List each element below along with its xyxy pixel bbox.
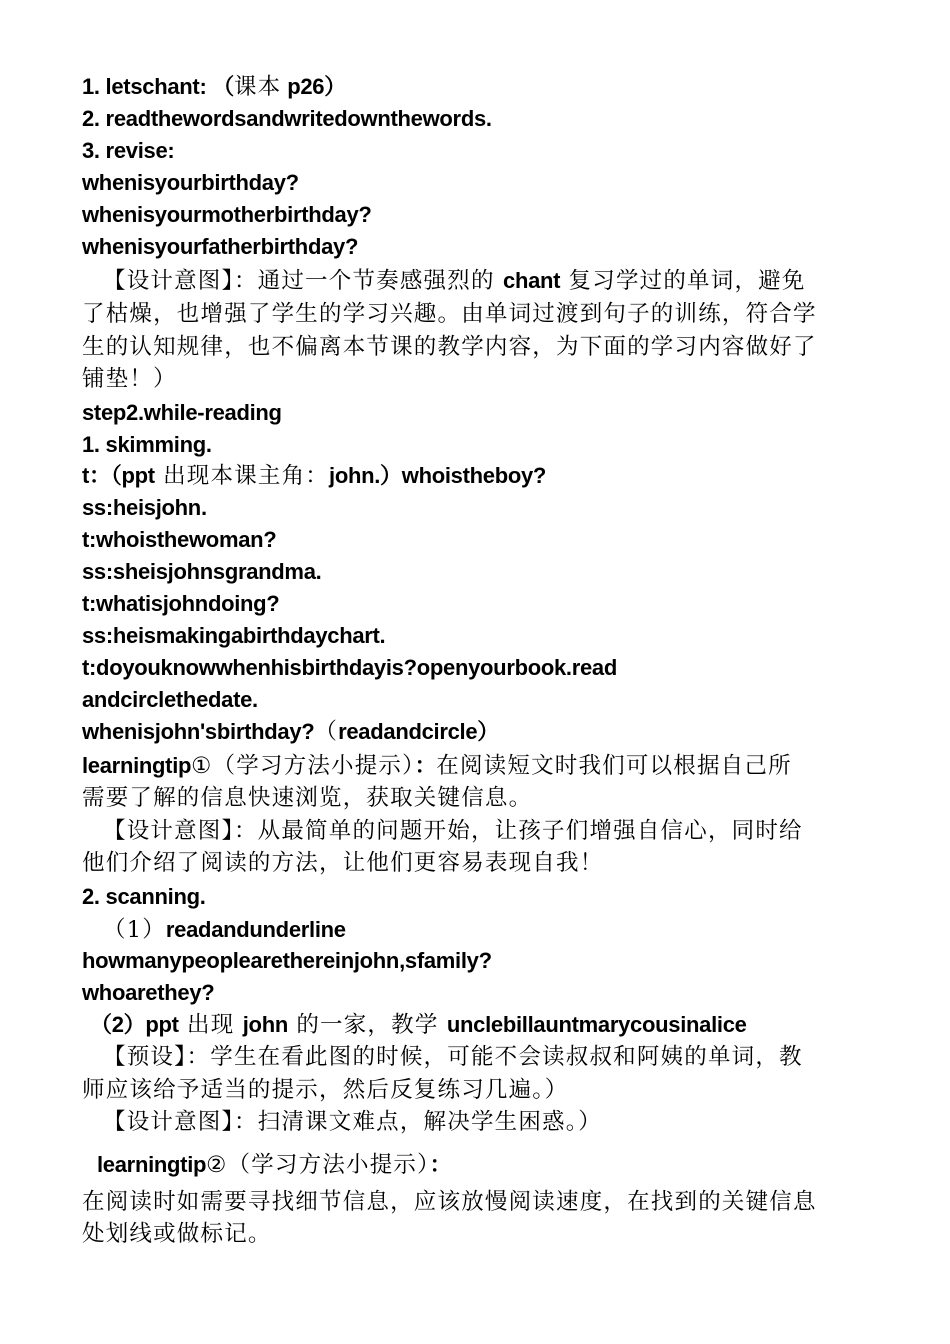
dialogue-5: ss:heismakingabirthdaychart. [82,623,386,648]
item-1-marker: （1） [103,917,166,943]
line-question-2: whenisyourmotherbirthday? [82,202,372,227]
design-intent-3: 【设计意图】：扫清课文难点，解决学生困惑。） [103,1109,602,1135]
shows-label: 出现 [178,1012,243,1038]
family-words: unclebillauntmarycousinalice [446,1012,747,1037]
heading-while-reading: step2.while-reading [82,400,282,425]
lets-chant-label: 1. letschant: （ [82,74,234,99]
design-intent-2-line-1: 【设计意图】：从最简单的问题开始，让孩子们增强自信心，同时给 [103,818,803,844]
learning-tip-1-text: 在阅读短文时我们可以根据自己所 [436,753,792,779]
line-when-birthday [82,717,499,747]
learning-tip-1-colon: ： [414,753,437,778]
heading-skimming: 1. skimming. [82,432,212,457]
line-lets-chant [82,72,346,102]
learning-tip-1-line-1 [82,751,792,781]
question-how-many: howmanypeoplearethereinjohn,sfamily? [82,948,492,973]
learning-tip-2-title: ②（学习方法小提示） [206,1152,430,1178]
learning-tip-2-label: learningtip [97,1152,207,1177]
line-ppt-family [90,1010,747,1040]
dialogue-4: t:whatisjohndoing? [82,591,280,616]
design-intent-1-line-4: 铺垫！） [82,366,177,392]
dialogue-2: t:whoisthewoman? [82,527,277,552]
when-birthday-question: whenisjohn'sbirthday? [82,719,315,744]
dialogue-1: ss:heisjohn. [82,495,207,520]
preset-line-2: 师应该给予适当的提示，然后反复练习几遍。） [82,1077,569,1103]
learning-tip-2-line-1: 在阅读时如需要寻找细节信息，应该放慢阅读速度，在找到的关键信息 [82,1189,817,1215]
ppt-label: ppt [121,463,155,488]
design-intent-1-part-a: 【设计意图】：通过一个节奏感强烈的 [103,268,504,294]
who-is-the-boy: john.）whoistheboy? [329,463,547,488]
dialogue-3: ss:sheisjohnsgrandma. [82,559,322,584]
line-read-underline [103,915,346,945]
learning-tip-2-colon: ： [429,1152,452,1177]
page-ref: p26） [281,74,346,99]
john-label: john [242,1012,288,1037]
question-who-are-they: whoarethey? [82,980,215,1005]
heading-scanning: 2. scanning. [82,884,206,909]
read-and-circle: readandcircle） [338,719,499,744]
design-intent-1-chant: chant [503,268,561,293]
dialogue-6-cont: andcirclethedate. [82,687,258,712]
line-question-1: whenisyourbirthday? [82,170,299,195]
read-and-underline: readandunderline [165,917,346,942]
line-read-words: 2. readthewordsandwritedownthewords. [82,106,492,131]
learning-tip-1-title: ①（学习方法小提示） [191,753,415,779]
design-intent-2-line-2: 他们介绍了阅读的方法，让他们更容易表现自我！ [82,850,604,876]
learning-tip-2-line-2: 处划线或做标记。 [82,1221,272,1247]
teacher-prefix: t：（ [82,463,122,488]
learning-tip-1-line-2: 需要了解的信息快速浏览，获取关键信息。 [82,785,533,811]
line-teacher-ppt [82,461,546,491]
dialogue-6: t:doyouknowwhenhisbirthdayis?openyourbook.read [82,655,618,680]
learning-tip-1-label: learningtip [82,753,192,778]
design-intent-1-line-3: 生的认知规律，也不偏离本节课的教学内容，为下面的学习内容做好了 [82,334,817,360]
textbook-label: 课本 [233,74,282,100]
paren-open: （ [314,719,339,745]
design-intent-1-line-1 [103,266,806,296]
ppt-intro: 出现本课主角： [154,463,330,489]
design-intent-1-part-c: 复习学过的单词，避免 [560,268,806,294]
line-question-3: whenisyourfatherbirthday? [82,234,359,259]
family-teach-label: 的一家，教学 [287,1012,447,1038]
design-intent-1-line-2: 了枯燥，也增强了学生的学习兴趣。由单词过渡到句子的训练，符合学 [82,301,817,327]
learning-tip-2-heading [97,1150,451,1180]
preset-line-1: 【预设】：学生在看此图的时候，可能不会读叔叔和阿姨的单词，教 [103,1044,803,1070]
item-2-ppt: （2）ppt [90,1012,179,1037]
line-revise: 3. revise: [82,138,175,163]
